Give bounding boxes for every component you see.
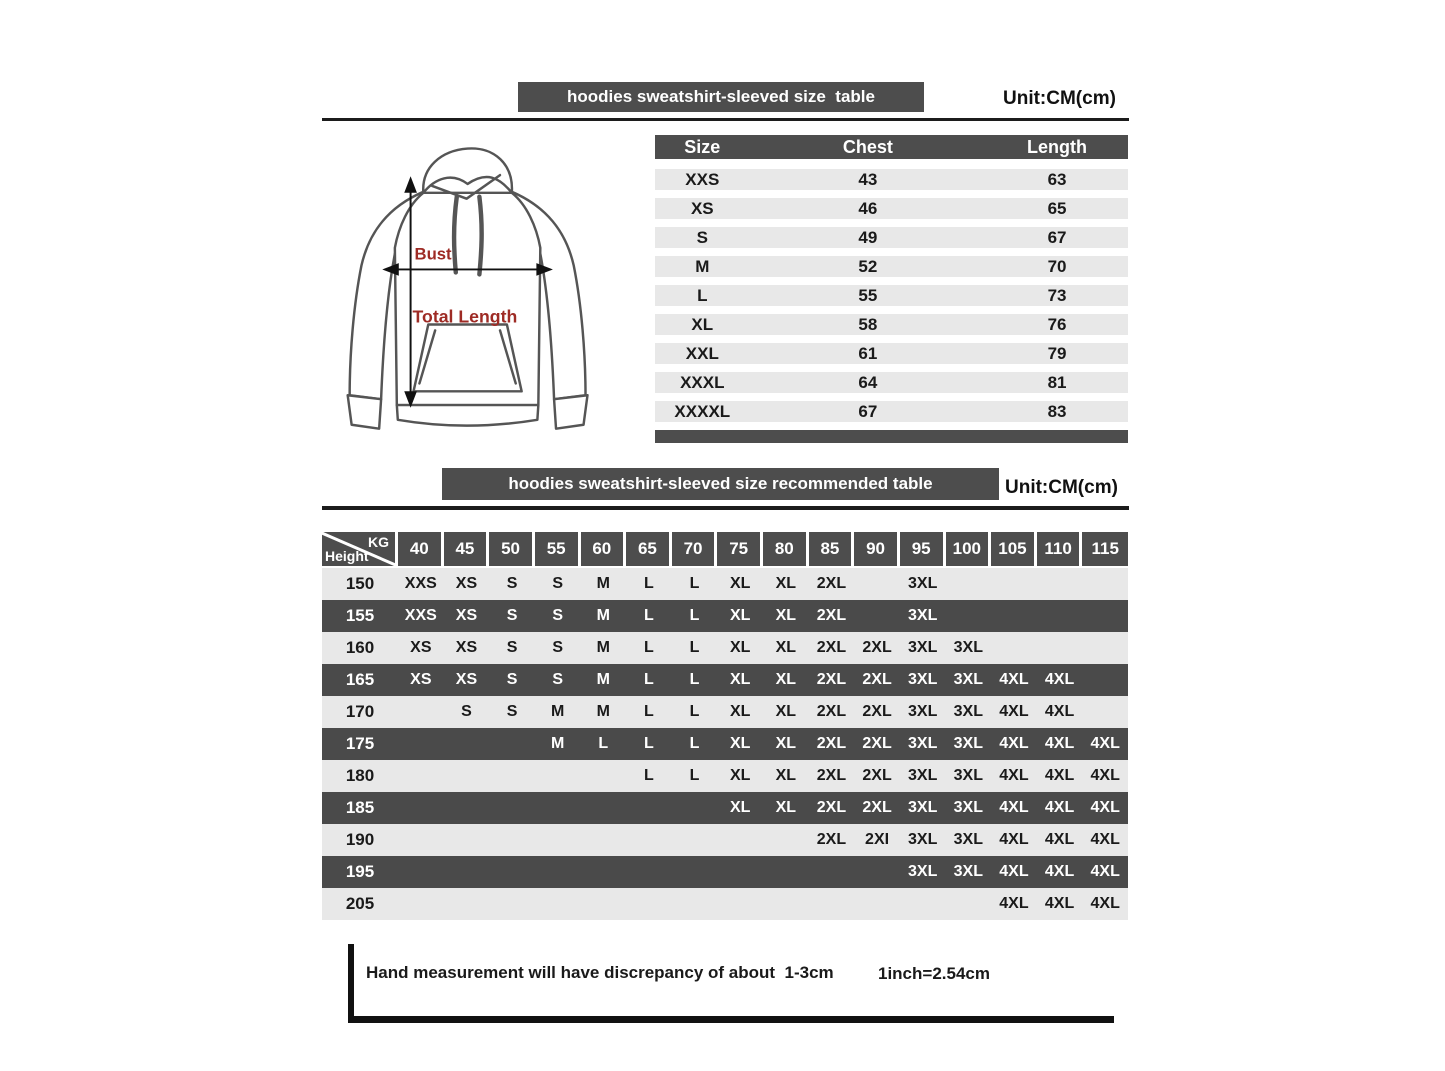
recommended-size-cell: 4XL [1044,895,1075,912]
recommended-size-cell: M [596,575,610,592]
recommended-size-cell: XL [729,799,751,816]
size-table-row [655,169,1128,190]
recommended-size-cell: 3XL [953,767,983,784]
recommended-size-cell: 4XL [1090,863,1120,880]
size-table [655,135,1128,443]
size-table-cell: 55 [858,285,878,305]
recommended-size-cell: 2XL [816,671,847,688]
recommended-size-cell: XL [775,607,797,624]
height-value: 180 [345,766,375,785]
recommended-size-cell: S [506,607,518,624]
inch-conversion-note: 1inch=2.54cm [878,964,990,983]
recommended-size-cell: 3XL [953,799,983,816]
recommended-size-cell: 2XL [816,767,847,784]
height-value: 170 [345,702,375,721]
size-table-cell: 61 [858,343,878,363]
height-value: 190 [345,830,375,849]
recommended-size-cell: 4XL [1090,735,1120,752]
size-table-cell: 52 [858,256,878,276]
height-value: 155 [345,606,375,625]
recommended-size-cell: 4XL [1044,799,1075,816]
recommended-size-cell: M [596,607,610,624]
recommended-size-cell: L [644,671,654,688]
rec-table-row [322,888,1128,920]
recommended-size-cell: S [506,575,518,592]
drawstring-right [479,197,481,275]
arrowhead-up [406,179,416,192]
recommended-size-cell: L [644,607,654,624]
recommended-size-cell: L [598,735,609,752]
total-length-label: Total Length [412,306,518,327]
recommended-size-cell: 4XL [1044,703,1075,720]
recommended-size-cell: S [552,575,564,592]
kg-column-header: 90 [854,532,900,566]
recommended-size-cell: 2XL [862,639,892,656]
recommended-size-cell: M [596,703,610,720]
size-table-cell: 73 [1047,285,1067,305]
measurement-note: Hand measurement will have discrepancy of about 1-3cm [366,963,834,982]
recommended-size-cell: 3XL [908,863,938,880]
size-table-cell: 43 [858,169,878,189]
height-value: 185 [345,798,375,817]
size-table-header [655,135,1128,159]
kg-column-header: 110 [1037,532,1083,566]
recommended-size-cell: 2XL [862,799,892,816]
size-table-row [655,198,1128,219]
hoodie-diagram [330,136,615,454]
rec-table-row [322,600,1128,632]
kg-height-corner-cell [322,532,398,566]
rec-table-row [322,728,1128,760]
hoodie-hem [397,405,539,426]
recommended-size-cell: 2XL [816,703,847,720]
size-table-bottom-bar [655,430,1128,443]
kg-column-header: 60 [581,532,627,566]
hoodie-pocket [414,324,522,391]
recommended-size-cell: 2XL [862,703,892,720]
recommended-size-cell: 3XL [908,767,938,784]
recommended-size-cell: 3XL [908,703,938,720]
size-table-row [655,343,1128,364]
recommended-size-cell: XL [729,703,751,720]
unit-label-2: Unit:CM(cm) [1005,477,1118,498]
recommended-size-cell: L [644,575,654,592]
size-table-row [655,256,1128,277]
height-label: Height [325,548,369,564]
recommended-size-cell: XS [410,671,432,688]
kg-column-header: 95 [900,532,946,566]
size-table-cell: 76 [1047,314,1067,334]
size-table-cell: XXL [685,343,719,363]
recommended-size-cell: L [644,639,654,656]
footer-horizontal-bar [348,1016,1114,1023]
col-header-length: Length [1027,136,1088,157]
recommended-size-cell: XS [455,607,478,624]
recommended-size-cell: 4XL [999,799,1029,816]
recommended-size-cell: 4XL [1044,735,1075,752]
recommended-size-cell: XS [455,671,478,688]
height-value: 150 [345,574,375,593]
recommended-size-cell: 4XL [999,831,1029,848]
recommended-size-cell: L [689,735,700,752]
recommended-size-cell: XL [729,671,751,688]
recommended-size-cell: 3XL [908,799,938,816]
col-header-size: Size [684,136,721,157]
size-table-row [655,285,1128,306]
height-value: 160 [345,638,375,657]
kg-label: KG [368,534,389,550]
size-table-cell: XL [691,314,714,334]
size-table-cell: L [697,285,708,305]
recommended-size-cell: XL [729,767,751,784]
recommended-size-cell: XL [729,575,751,592]
recommended-size-cell: 4XL [1044,671,1075,688]
recommended-size-cell: XL [775,767,797,784]
recommended-size-cell: S [461,703,472,720]
rec-table-row [322,664,1128,696]
rec-table-row [322,856,1128,888]
rec-table-row [322,760,1128,792]
recommended-size-cell: 3XL [953,863,983,880]
kg-column-header: 65 [626,532,672,566]
recommended-size-cell: 4XL [1090,831,1120,848]
size-table-body [655,169,1128,422]
recommended-size-cell: 2XL [862,767,892,784]
recommended-size-cell: 3XL [908,735,938,752]
recommended-size-cell: M [596,639,610,656]
bust-label: Bust [414,244,452,264]
recommended-size-cell: 3XL [953,671,983,688]
rec-table-row [322,632,1128,664]
size-table-cell: 64 [858,372,878,392]
kg-column-header: 80 [763,532,809,566]
recommended-size-cell: 4XL [1090,895,1120,912]
recommended-size-cell: 4XL [1044,831,1075,848]
recommended-size-cell: 2XL [816,607,847,624]
recommended-size-cell: L [644,735,654,752]
col-header-chest: Chest [842,136,893,157]
recommended-size-cell: M [551,735,565,752]
hoodie-left-cuff [348,395,381,428]
size-table-cell: M [695,256,710,276]
recommended-size-cell: 2XL [862,735,892,752]
recommended-size-cell: 3XL [953,831,983,848]
size-table-cell: XXS [685,169,720,189]
recommended-size-cell: L [644,767,654,784]
recommended-size-cell: 3XL [908,639,938,656]
recommended-size-cell: L [689,767,700,784]
recommended-size-cell: XS [455,575,478,592]
size-table-cell: 58 [858,314,878,334]
size-table-cell: 65 [1047,198,1067,218]
recommended-size-cell: S [506,703,518,720]
recommended-size-cell: XXS [404,575,437,592]
recommended-size-cell: L [644,703,654,720]
recommended-size-cell: 4XL [999,767,1029,784]
recommended-size-cell: XL [775,735,797,752]
rec-table-row [322,792,1128,824]
recommended-size-cell: 2XL [862,671,892,688]
kg-column-header: 105 [991,532,1037,566]
size-table-cell: S [696,227,708,247]
size-table-cell: XS [690,198,714,218]
recommended-size-cell: 3XL [908,607,938,624]
recommended-size-cell: XL [729,639,751,656]
recommended-size-cell: S [552,607,564,624]
recommended-size-cell: 3XL [908,575,938,592]
recommended-size-cell: XL [775,639,797,656]
kg-column-header: 100 [946,532,992,566]
kg-column-header: 115 [1082,532,1128,566]
size-table-row [655,401,1128,422]
recommended-table [322,532,1128,920]
size-table-cell: 70 [1047,256,1067,276]
drawstring-left [454,197,457,273]
kg-column-header: 40 [398,532,444,566]
rec-head [322,532,1128,566]
recommended-size-cell: XS [455,639,478,656]
height-value: 175 [345,734,375,753]
recommended-size-cell: XL [729,735,751,752]
recommended-size-cell: M [551,703,565,720]
recommended-size-cell: 4XL [1044,767,1075,784]
size-table-cell: 83 [1047,401,1067,421]
height-value: 205 [345,894,375,913]
size-table-row [655,314,1128,335]
size-table-cell: 81 [1047,372,1067,392]
recommended-size-cell: L [689,639,700,656]
recommended-size-cell: XL [775,575,797,592]
rec-table-row [322,568,1128,600]
size-table-row [655,372,1128,393]
recommended-size-cell: 3XL [953,735,983,752]
recommended-size-cell: S [506,639,518,656]
recommended-size-cell: S [506,671,518,688]
kg-column-header: 45 [444,532,490,566]
recommended-size-cell: 3XL [908,831,938,848]
recommended-table-title: hoodies sweatshirt-sleeved size recommended table [442,468,999,500]
recommended-size-cell: 3XL [908,671,938,688]
rec-table-row [322,824,1128,856]
recommended-size-cell: 2XL [816,575,847,592]
recommended-size-cell: 2XL [816,735,847,752]
rec-table-row [322,696,1128,728]
hoodie-right-cuff [554,395,587,428]
divider-line-1 [322,118,1129,121]
kg-column-header: 75 [717,532,763,566]
recommended-size-cell: XL [775,799,797,816]
recommended-size-cell: 2XL [816,639,847,656]
recommended-size-cell: 4XL [999,863,1029,880]
recommended-size-cell: 2XI [865,831,890,848]
size-table-title: hoodies sweatshirt-sleeved size table [518,82,924,112]
recommended-size-cell: 3XL [953,703,983,720]
size-table-cell: XXXXL [674,401,731,421]
height-value: 165 [345,670,375,689]
size-table-cell: 67 [858,401,878,421]
height-value: 195 [345,862,375,881]
recommended-size-cell: M [596,671,610,688]
kg-column-header: 70 [672,532,718,566]
kg-column-header: 85 [809,532,855,566]
recommended-size-cell: L [689,575,700,592]
recommended-size-cell: 2XL [816,831,847,848]
recommended-size-cell: 4XL [999,671,1029,688]
recommended-size-cell: S [552,671,564,688]
recommended-size-cell: 4XL [999,735,1029,752]
recommended-size-cell: XL [729,607,751,624]
kg-column-header: 55 [535,532,581,566]
recommended-size-cell: XXS [404,607,437,624]
size-table-cell: 67 [1047,227,1067,247]
rec-body [322,568,1128,920]
size-table-cell: 79 [1047,343,1067,363]
recommended-size-cell: XS [410,639,432,656]
recommended-size-cell: XL [775,671,797,688]
recommended-size-cell: 4XL [999,703,1029,720]
recommended-size-cell: XL [775,703,797,720]
size-table-row [655,227,1128,248]
recommended-size-cell: 4XL [999,895,1029,912]
recommended-size-cell: L [689,703,700,720]
unit-label-1: Unit:CM(cm) [1003,88,1116,109]
recommended-size-cell: 2XL [816,799,847,816]
recommended-size-cell: 4XL [1090,799,1120,816]
recommended-size-cell: 4XL [1044,863,1075,880]
size-table-cell: XXXL [680,372,725,392]
recommended-size-cell: L [689,671,700,688]
kg-column-header: 50 [489,532,535,566]
size-table-cell: 49 [858,227,878,247]
divider-line-2 [322,506,1129,510]
hoodie-hood [423,148,512,192]
recommended-size-cell: S [552,639,564,656]
footer-vertical-bar [348,944,354,1023]
size-table-cell: 63 [1047,169,1067,189]
recommended-size-cell: 3XL [953,639,983,656]
size-table-cell: 46 [858,198,878,218]
recommended-size-cell: L [689,607,700,624]
recommended-size-cell: 4XL [1090,767,1120,784]
